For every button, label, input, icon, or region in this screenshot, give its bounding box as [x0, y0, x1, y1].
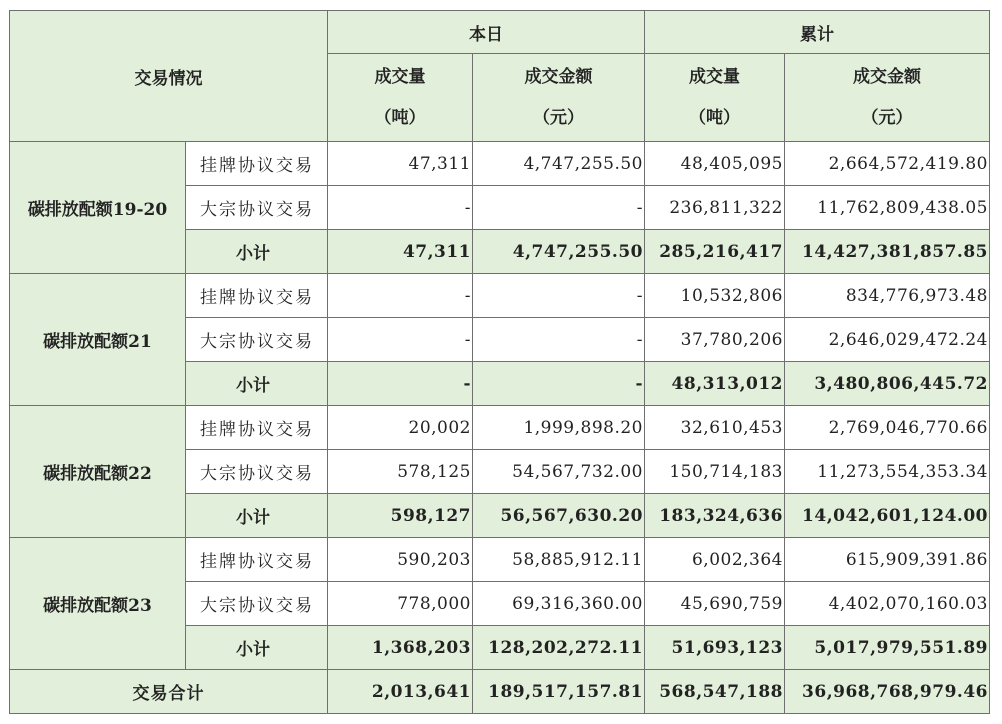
subtotal-today-volume: 47,311	[328, 230, 473, 274]
table-row	[10, 538, 990, 582]
today-amount-cell: -	[473, 274, 645, 318]
subtotal-today-amount: 128,202,272.11	[473, 626, 645, 670]
cumulative-volume-cell: 150,714,183	[645, 450, 785, 494]
today-volume-cell: -	[328, 186, 473, 230]
trade-type-label: 大宗协议交易	[186, 450, 328, 494]
trade-type-label: 大宗协议交易	[186, 582, 328, 626]
cumulative-amount-cell: 834,776,973.48	[785, 274, 990, 318]
subtotal-label: 小计	[186, 626, 328, 670]
subtotal-today-volume: 1,368,203	[328, 626, 473, 670]
group-name: 碳排放配额19-20	[10, 142, 186, 274]
subtotal-cumulative-amount: 14,042,601,124.00	[785, 494, 990, 538]
cumulative-volume-cell: 32,610,453	[645, 406, 785, 450]
cumulative-amount-cell: 2,769,046,770.66	[785, 406, 990, 450]
subtotal-cumulative-volume: 183,324,636	[645, 494, 785, 538]
cumulative-volume-cell: 236,811,322	[645, 186, 785, 230]
today-amount-header	[473, 54, 645, 142]
subtotal-cumulative-amount: 3,480,806,445.72	[785, 362, 990, 406]
cumulative-volume-cell: 48,405,095	[645, 142, 785, 186]
cumulative-header: 累计	[645, 11, 990, 54]
today-volume-header	[328, 54, 473, 142]
today-volume-cell: 20,002	[328, 406, 473, 450]
amount-label: 成交金额	[524, 66, 593, 87]
cumulative-amount-cell: 2,646,029,472.24	[785, 318, 990, 362]
subtotal-label: 小计	[186, 494, 328, 538]
cumulative-amount-header	[785, 54, 990, 142]
trade-type-label: 大宗协议交易	[186, 186, 328, 230]
volume-unit: （吨）	[374, 107, 426, 128]
trade-type-label: 挂牌协议交易	[186, 538, 328, 582]
total-today-volume: 2,013,641	[328, 670, 473, 714]
today-amount-cell: -	[473, 186, 645, 230]
volume-unit: （吨）	[689, 107, 740, 128]
subtotal-today-volume: -	[328, 362, 473, 406]
today-volume-cell: 578,125	[328, 450, 473, 494]
subtotal-cumulative-volume: 48,313,012	[645, 362, 785, 406]
total-today-amount: 189,517,157.81	[473, 670, 645, 714]
table-row	[10, 142, 990, 186]
today-amount-cell: 69,316,360.00	[473, 582, 645, 626]
subtotal-cumulative-volume: 51,693,123	[645, 626, 785, 670]
cumulative-volume-cell: 6,002,364	[645, 538, 785, 582]
amount-unit: （元）	[861, 107, 913, 128]
carbon-trading-table	[9, 10, 990, 714]
total-cumulative-amount: 36,968,768,979.46	[785, 670, 990, 714]
group-name: 碳排放配额22	[10, 406, 186, 538]
subtotal-label: 小计	[186, 362, 328, 406]
table-row	[10, 274, 990, 318]
cumulative-amount-cell: 615,909,391.86	[785, 538, 990, 582]
trade-type-label: 挂牌协议交易	[186, 142, 328, 186]
today-volume-cell: -	[328, 274, 473, 318]
subtotal-cumulative-amount: 5,017,979,551.89	[785, 626, 990, 670]
cumulative-volume-header	[645, 54, 785, 142]
cumulative-volume-cell: 10,532,806	[645, 274, 785, 318]
today-volume-cell: 778,000	[328, 582, 473, 626]
amount-label: 成交金额	[853, 66, 921, 87]
table-row	[10, 406, 990, 450]
cumulative-amount-cell: 2,664,572,419.80	[785, 142, 990, 186]
cumulative-volume-cell: 45,690,759	[645, 582, 785, 626]
group-name: 碳排放配额21	[10, 274, 186, 406]
cumulative-volume-cell: 37,780,206	[645, 318, 785, 362]
subtotal-today-volume: 598,127	[328, 494, 473, 538]
subtotal-cumulative-amount: 14,427,381,857.85	[785, 230, 990, 274]
subtotal-today-amount: -	[473, 362, 645, 406]
trade-situation-header: 交易情况	[10, 11, 328, 142]
cumulative-amount-cell: 11,762,809,438.05	[785, 186, 990, 230]
subtotal-today-amount: 4,747,255.50	[473, 230, 645, 274]
today-volume-cell: 590,203	[328, 538, 473, 582]
today-header: 本日	[328, 11, 645, 54]
cumulative-amount-cell: 11,273,554,353.34	[785, 450, 990, 494]
volume-label: 成交量	[689, 66, 740, 87]
total-row	[10, 670, 990, 714]
subtotal-today-amount: 56,567,630.20	[473, 494, 645, 538]
today-amount-cell: 1,999,898.20	[473, 406, 645, 450]
today-volume-cell: -	[328, 318, 473, 362]
trade-type-label: 挂牌协议交易	[186, 274, 328, 318]
subtotal-cumulative-volume: 285,216,417	[645, 230, 785, 274]
subtotal-label: 小计	[186, 230, 328, 274]
today-amount-cell: -	[473, 318, 645, 362]
group-name: 碳排放配额23	[10, 538, 186, 670]
total-cumulative-volume: 568,547,188	[645, 670, 785, 714]
today-amount-cell: 58,885,912.11	[473, 538, 645, 582]
total-label: 交易合计	[10, 670, 328, 714]
table-body	[10, 142, 990, 714]
cumulative-amount-cell: 4,402,070,160.03	[785, 582, 990, 626]
today-amount-cell: 4,747,255.50	[473, 142, 645, 186]
today-volume-cell: 47,311	[328, 142, 473, 186]
volume-label: 成交量	[374, 66, 426, 87]
amount-unit: （元）	[533, 107, 584, 128]
trade-type-label: 挂牌协议交易	[186, 406, 328, 450]
today-amount-cell: 54,567,732.00	[473, 450, 645, 494]
trade-type-label: 大宗协议交易	[186, 318, 328, 362]
